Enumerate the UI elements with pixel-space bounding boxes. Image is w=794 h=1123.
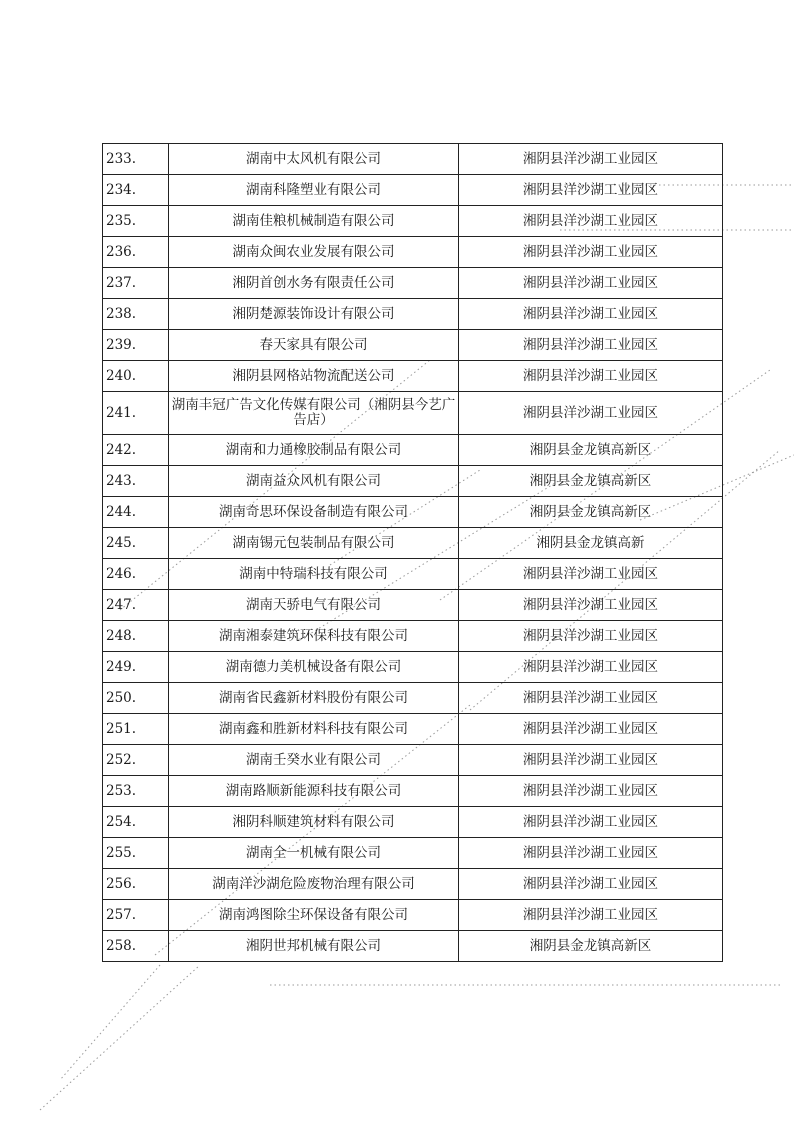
company-name: 湖南和力通橡胶制品有限公司 bbox=[169, 435, 459, 466]
table-row bbox=[103, 776, 723, 807]
location: 湘阴县洋沙湖工业园区 bbox=[459, 392, 723, 435]
row-number: 248. bbox=[103, 621, 169, 652]
row-number: 253. bbox=[103, 776, 169, 807]
company-name: 湘阴首创水务有限责任公司 bbox=[169, 268, 459, 299]
table-row bbox=[103, 497, 723, 528]
location: 湘阴县洋沙湖工业园区 bbox=[459, 268, 723, 299]
table-row bbox=[103, 807, 723, 838]
row-number: 257. bbox=[103, 900, 169, 931]
location: 湘阴县洋沙湖工业园区 bbox=[459, 299, 723, 330]
company-name: 湖南益众风机有限公司 bbox=[169, 466, 459, 497]
company-table bbox=[102, 143, 723, 962]
row-number: 247. bbox=[103, 590, 169, 621]
location: 湘阴县洋沙湖工业园区 bbox=[459, 807, 723, 838]
company-name: 湖南湘泰建筑环保科技有限公司 bbox=[169, 621, 459, 652]
company-name: 湖南奇思环保设备制造有限公司 bbox=[169, 497, 459, 528]
company-name: 湖南路顺新能源科技有限公司 bbox=[169, 776, 459, 807]
table-row bbox=[103, 144, 723, 175]
table-row bbox=[103, 590, 723, 621]
location: 湘阴县洋沙湖工业园区 bbox=[459, 361, 723, 392]
location: 湘阴县洋沙湖工业园区 bbox=[459, 838, 723, 869]
location: 湘阴县洋沙湖工业园区 bbox=[459, 559, 723, 590]
location: 湘阴县洋沙湖工业园区 bbox=[459, 621, 723, 652]
table-row bbox=[103, 392, 723, 435]
company-name: 湖南鑫和胜新材料科技有限公司 bbox=[169, 714, 459, 745]
row-number: 242. bbox=[103, 435, 169, 466]
row-number: 252. bbox=[103, 745, 169, 776]
table-row bbox=[103, 299, 723, 330]
row-number: 243. bbox=[103, 466, 169, 497]
table-row bbox=[103, 175, 723, 206]
row-number: 251. bbox=[103, 714, 169, 745]
company-name: 湖南科隆塑业有限公司 bbox=[169, 175, 459, 206]
location: 湘阴县金龙镇高新区 bbox=[459, 931, 723, 962]
table-row bbox=[103, 435, 723, 466]
location: 湘阴县洋沙湖工业园区 bbox=[459, 745, 723, 776]
company-name: 湖南众闽农业发展有限公司 bbox=[169, 237, 459, 268]
row-number: 246. bbox=[103, 559, 169, 590]
location: 湘阴县洋沙湖工业园区 bbox=[459, 683, 723, 714]
company-name: 湘阴世邦机械有限公司 bbox=[169, 931, 459, 962]
table-row bbox=[103, 330, 723, 361]
table-row bbox=[103, 206, 723, 237]
location: 湘阴县洋沙湖工业园区 bbox=[459, 869, 723, 900]
location: 湘阴县洋沙湖工业园区 bbox=[459, 330, 723, 361]
table-row bbox=[103, 528, 723, 559]
company-name: 湖南中特瑞科技有限公司 bbox=[169, 559, 459, 590]
company-name: 湖南洋沙湖危险废物治理有限公司 bbox=[169, 869, 459, 900]
location: 湘阴县金龙镇高新区 bbox=[459, 497, 723, 528]
table-row bbox=[103, 745, 723, 776]
row-number: 255. bbox=[103, 838, 169, 869]
table-row bbox=[103, 838, 723, 869]
row-number: 240. bbox=[103, 361, 169, 392]
row-number: 233. bbox=[103, 144, 169, 175]
row-number: 244. bbox=[103, 497, 169, 528]
location: 湘阴县洋沙湖工业园区 bbox=[459, 590, 723, 621]
location: 湘阴县洋沙湖工业园区 bbox=[459, 206, 723, 237]
location: 湘阴县金龙镇高新区 bbox=[459, 466, 723, 497]
row-number: 241. bbox=[103, 392, 169, 435]
table-row bbox=[103, 900, 723, 931]
location: 湘阴县洋沙湖工业园区 bbox=[459, 237, 723, 268]
row-number: 258. bbox=[103, 931, 169, 962]
company-name: 湖南佳粮机械制造有限公司 bbox=[169, 206, 459, 237]
row-number: 234. bbox=[103, 175, 169, 206]
table-row bbox=[103, 869, 723, 900]
company-name: 湖南德力美机械设备有限公司 bbox=[169, 652, 459, 683]
location: 湘阴县洋沙湖工业园区 bbox=[459, 144, 723, 175]
table-row bbox=[103, 466, 723, 497]
row-number: 256. bbox=[103, 869, 169, 900]
table-row bbox=[103, 931, 723, 962]
location: 湘阴县洋沙湖工业园区 bbox=[459, 900, 723, 931]
row-number: 237. bbox=[103, 268, 169, 299]
company-name: 湖南壬癸水业有限公司 bbox=[169, 745, 459, 776]
location: 湘阴县洋沙湖工业园区 bbox=[459, 652, 723, 683]
company-name: 春天家具有限公司 bbox=[169, 330, 459, 361]
company-name: 湖南丰冠广告文化传媒有限公司（湘阴县今艺广告店） bbox=[169, 392, 459, 435]
table-row bbox=[103, 683, 723, 714]
row-number: 236. bbox=[103, 237, 169, 268]
location: 湘阴县金龙镇高新 bbox=[459, 528, 723, 559]
company-name: 湖南锡元包装制品有限公司 bbox=[169, 528, 459, 559]
location: 湘阴县洋沙湖工业园区 bbox=[459, 714, 723, 745]
row-number: 239. bbox=[103, 330, 169, 361]
row-number: 250. bbox=[103, 683, 169, 714]
row-number: 238. bbox=[103, 299, 169, 330]
location: 湘阴县洋沙湖工业园区 bbox=[459, 175, 723, 206]
company-name: 湖南鸿图除尘环保设备有限公司 bbox=[169, 900, 459, 931]
table-row bbox=[103, 268, 723, 299]
table-row bbox=[103, 559, 723, 590]
location: 湘阴县洋沙湖工业园区 bbox=[459, 776, 723, 807]
table-row bbox=[103, 714, 723, 745]
location: 湘阴县金龙镇高新区 bbox=[459, 435, 723, 466]
table-row bbox=[103, 652, 723, 683]
row-number: 235. bbox=[103, 206, 169, 237]
row-number: 245. bbox=[103, 528, 169, 559]
table-row bbox=[103, 237, 723, 268]
table-row bbox=[103, 621, 723, 652]
company-name: 湘阴县网格站物流配送公司 bbox=[169, 361, 459, 392]
company-name: 湖南中太风机有限公司 bbox=[169, 144, 459, 175]
company-name: 湘阴楚源装饰设计有限公司 bbox=[169, 299, 459, 330]
row-number: 249. bbox=[103, 652, 169, 683]
row-number: 254. bbox=[103, 807, 169, 838]
company-name: 湖南全一机械有限公司 bbox=[169, 838, 459, 869]
company-name: 湖南天骄电气有限公司 bbox=[169, 590, 459, 621]
company-name: 湖南省民鑫新材料股份有限公司 bbox=[169, 683, 459, 714]
company-name: 湘阴科顺建筑材料有限公司 bbox=[169, 807, 459, 838]
table-row bbox=[103, 361, 723, 392]
